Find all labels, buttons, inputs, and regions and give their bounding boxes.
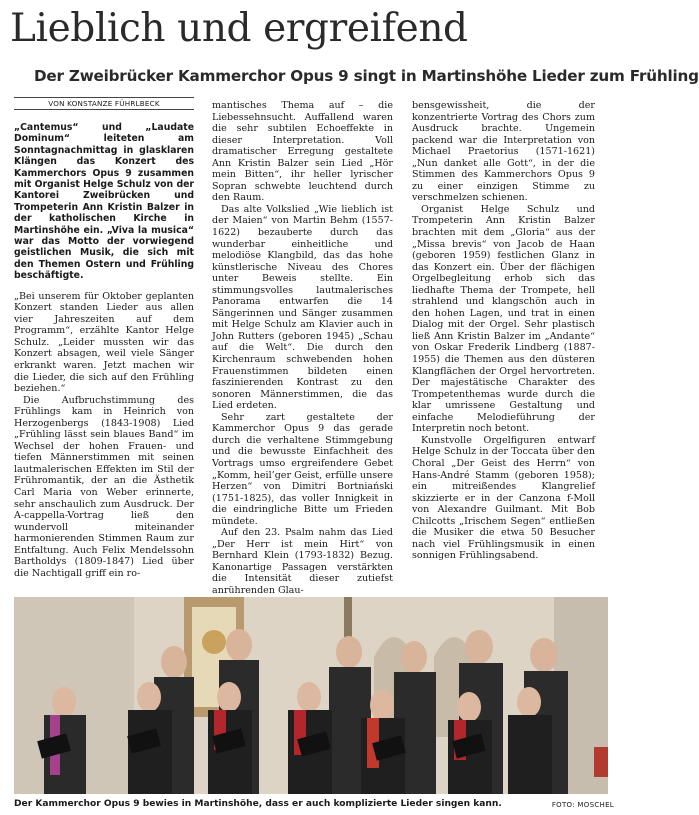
article-paragraph: Auf den 23. Psalm nahm das Lied „Der Herr ist mein Hirt“ von Bernhard Klein (1793-1832) Bezug. Kanonartige Passagen verstärkten die Intensität dieser zutiefst anrührenden Glau- <box>212 527 393 596</box>
article-paragraph: „Bei unserem für Oktober geplanten Konzert standen Lieder aus allen vier Jahreszeiten auf dem Programm“, erzählte Kantor Helge Schulz. „Leider mussten wir das Konzert absagen, weil viele Sänger erkrankt waren. Jetzt machen wir die Lieder, die sich auf den Frühling beziehen.“ <box>14 290 194 395</box>
article-subheadline: Der Zweibrücker Kammerchor Opus 9 singt in Martinshöhe Lieder zum Frühling <box>34 67 699 85</box>
article-paragraph: Sehr zart gestaltete der Kammerchor Opus 9 das gerade durch die verhaltene Stimmgebung und die bewusste Einfachheit des Vortrags umso ergreifendere Gebet „Komm, heil’ger Geist, erfülle unsere Herzen“ von Dimitri Bortniański (1751-1825), das voller Innigkeit in die eindringliche Bitte um Frieden mündete. <box>212 411 393 527</box>
choir-photo-illustration <box>14 597 608 794</box>
article-paragraph: bensgewissheit, die der konzentrierte Vortrag des Chors zum Ausdruck brachte. Ungemein packend war die Interpretation von Michael Praetorius (1571-1621) „Nun danket alle Gott“, in der die Stimmen des Kammerchors Opus 9 zu einer einzigen Stimme zu verschmelzen schienen. <box>412 100 595 204</box>
article-paragraph: Die Aufbruchstimmung des Frühlings kam in Heinrich von Herzogenbergs (1843-1908) Lied „Frühling lässt sein blaues Band“ im Wechsel der hohen Frauen- und tiefen Männerstimmen mit seinen lautmalerischen Effekten im Stil der Frühromantik, der an die Ästhetik Carl Maria von Weber erinnerte, sehr anschaulich zum Ausdruck. Der A-cappella-Vortrag ließ den wundervoll miteinander harmonierenden Stimmen Raum zur Entfaltung. Auch Felix Mendelssohn Bartholdys (1809-1847) Lied über die Nachtigall griff ein ro- <box>14 394 194 579</box>
article-column-3 <box>412 100 595 562</box>
article-byline: VON KONSTANZE FÜHRLBECK <box>14 97 194 110</box>
article-paragraph: Kunstvolle Orgelfiguren entwarf Helge Schulz in der Toccata über den Choral „Der Geist des Herrn“ von Hans-André Stamm (geboren 1958); ein mitreißendes Klangrelief skizzierte er in der Canzona f-Moll von Alexandre Guilmant. Mit Bob Chilcotts „Irischem Segen“ entließen die Musiker die etwa 50 Besucher nach viel Frühlingsmusik in einen sonnigen Frühlingsabend. <box>412 434 595 562</box>
article-paragraph: Das alte Volkslied „Wie lieblich ist der Maien“ von Martin Behm (1557-1622) bezauberte durch das wunderbar einheitliche und melodiöse Klangbild, das das hohe künstlerische Niveau des Chores unter Beweis stellte. Ein stimmungsvolles lautmalerisches Panorama entwarfen die 14 Sängerinnen und Sänger zusammen mit Helge Schulz am Klavier auch in John Rutters (geboren 1945) „Schau auf die Welt“. Die durch den Kirchenraum schwebenden hohen Frauenstimmen bildeten einen faszinierenden Kontrast zu den sonoren Männerstimmen, die das Lied erdeten. <box>212 203 393 412</box>
article-paragraph: Organist Helge Schulz und Trompeterin Ann Kristin Balzer brachten mit dem „Gloria“ aus der „Missa brevis“ von Jacob de Haan (geboren 1959) festlichen Glanz in das Konzert ein. Über der flächigen Orgelbegleitung erhob sich das liedhafte Thema der Trompete, hell strahlend und klangschön auch in den hohen Lagen, und trat in einen Dialog mit der Orgel. Sehr plastisch ließ Ann Kristin Balzer im „Andante“ von Oskar Frederik Lindberg (1887-1955) die Themen aus den düsteren Klangflächen der Orgel hervortreten. Der majestätische Charakter des Trompetenthemas wurde durch die klar umrissene Gestaltung und einfache Melodieführung der Interpretin noch betont. <box>412 203 595 435</box>
article-column-2 <box>212 100 393 597</box>
photo-credit: FOTO: MOSCHEL <box>551 801 614 809</box>
article-headline: Lieblich und ergreifend <box>10 6 468 51</box>
article-paragraph: mantisches Thema auf – die Liebessehnsucht. Auffallend waren die sehr subtilen Echoeffekte in dieser Interpretation. Voll dramatischer Erregung gestaltete Ann Kristin Balzer sein Lied „Hör mein Bitten“, ihr heller lyrischer Sopran schwebte leuchtend durch den Raum. <box>212 100 393 204</box>
article-lead: „Cantemus“ und „Laudate Dominum“ leiteten am Sonntagnachmittag in glasklaren Klängen das Konzert des Kammerchors Opus 9 zusammen mit Organist Helge Schulz von der Kantorei Zweibrücken und Trompeterin Ann Kristin Balzer in der katholischen Kirche in Martinshöhe ein. „Viva la musica“ war das Motto der vorwiegend geistlichen Musik, die sich mit den Themen Ostern und Frühling beschäftigte. <box>14 122 194 282</box>
article-column-1 <box>14 122 194 579</box>
photo-caption: Der Kammerchor Opus 9 bewies in Martinshöhe, dass er auch komplizierte Lieder singen kann. <box>14 799 502 809</box>
choir-photo <box>14 597 608 794</box>
